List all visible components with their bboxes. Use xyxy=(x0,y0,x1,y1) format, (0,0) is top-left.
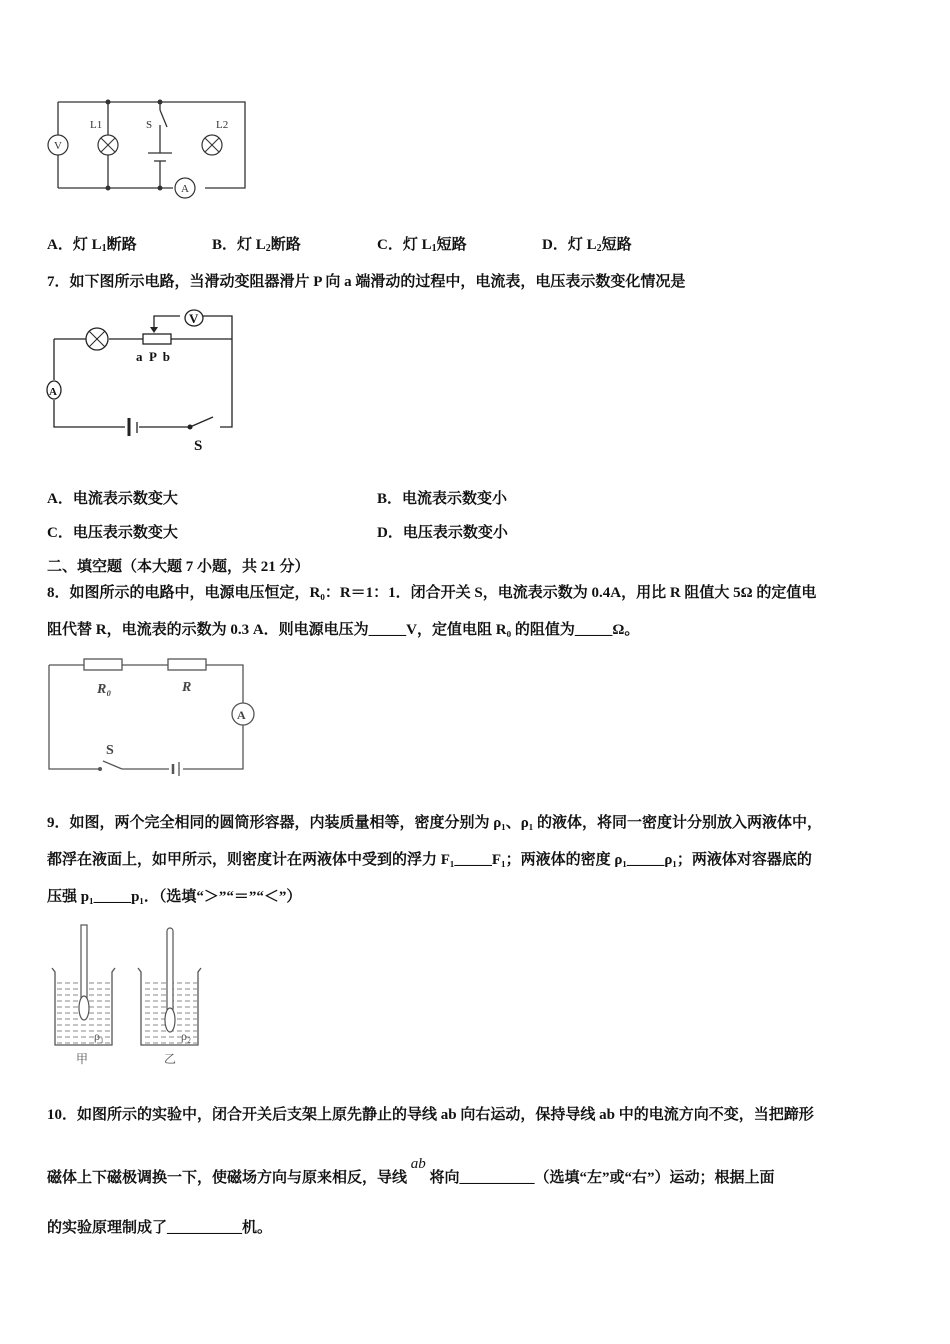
q7-option-d[interactable]: D．电压表示数变小 xyxy=(377,525,508,541)
density-right-label: ρ₂ xyxy=(181,1029,192,1043)
lamp1-label: L1 xyxy=(90,119,103,131)
q7-circuit-diagram xyxy=(40,300,270,460)
q6-option-a[interactable]: A．灯 $L_1$断路 xyxy=(47,237,137,254)
density-left-label: ρ₁ xyxy=(94,1029,105,1043)
q10-line-2-end: 将向__________（选填“左”或“右”）运动；根据上面 xyxy=(425,1170,775,1186)
q8-line-2: 阻代替 R，电流表的示数为 0.3 A．则电源电压为_____V，定值电阻 R₀ 的阻值为_____Ω。 xyxy=(47,622,640,638)
q7-stem: 7．如下图所示电路，当滑动变阻器滑片 P 向 a 端滑动的过程中，电流表，电压表示数变化情况是 xyxy=(47,274,686,290)
voltmeter-label: V xyxy=(54,140,62,152)
q6-option-c[interactable]: C．灯 $L_1$短路 xyxy=(377,237,467,254)
q10-line-2-start: 磁体上下磁极调换一下，使磁场方向与原来相反，导线 xyxy=(47,1170,411,1186)
switch-label: S xyxy=(194,438,203,454)
switch-label: S xyxy=(106,743,114,758)
q10-line-1: 10．如图所示的实验中，闭合开关后支架上原先静止的导线 ab 向右运动，保持导线 ab 中的电流方向不变，当把蹄形 xyxy=(47,1107,814,1123)
q8-circuit-diagram xyxy=(40,652,270,777)
q6-option-b[interactable]: B．灯 $L_2$断路 xyxy=(212,237,301,254)
q7-option-a[interactable]: A．电流表示数变大 xyxy=(47,491,178,507)
q10-ab-symbol: ab xyxy=(410,1156,426,1172)
q10-line-2 xyxy=(47,1156,775,1188)
q8-line-1: 8．如图所示的电路中，电源电压恒定，R₀：R＝1：1．闭合开关 S，电流表示数为 0.4A，用比 R 阻值大 5Ω 的定值电 xyxy=(47,585,817,601)
beaker-left-label: 甲 xyxy=(76,1052,89,1066)
ammeter-label: A xyxy=(181,183,189,195)
switch-label: S xyxy=(146,119,153,131)
voltmeter-label: V xyxy=(189,311,199,326)
q6-option-d[interactable]: D．灯 $L_2$短路 xyxy=(542,237,632,254)
section-title: 二、填空题（本大题 7 小题，共 21 分） xyxy=(47,559,310,575)
q7-option-b[interactable]: B．电流表示数变小 xyxy=(377,491,508,507)
ammeter-label: A xyxy=(237,708,246,722)
q9-beakers-figure xyxy=(40,920,220,1070)
q7-option-c[interactable]: C．电压表示数变大 xyxy=(47,525,178,541)
rheostat-label: a P b xyxy=(136,349,170,364)
ammeter-label: A xyxy=(49,386,57,398)
q9-line-3: 压强 p₁_____p₁．（选填“＞”“＝”“＜”） xyxy=(47,889,302,905)
q9-line-1: 9．如图，两个完全相同的圆筒形容器，内装质量相等，密度分别为 ρ₁、ρ₁ 的液体，将同一密度计分别放入两液体中， xyxy=(47,815,823,831)
beaker-right-label: 乙 xyxy=(164,1052,177,1066)
q9-line-2: 都浮在液面上，如甲所示，则密度计在两液体中受到的浮力 F₁_____F₁；两液体的密度 ρ₁_____ρ₁；两液体对容器底的 xyxy=(47,852,812,868)
lamp2-label: L2 xyxy=(216,119,229,131)
r0-label: R₀ xyxy=(97,682,112,697)
q6-circuit-diagram xyxy=(40,95,260,205)
hydrometer-right-icon xyxy=(165,928,175,1032)
r-label: R xyxy=(182,680,192,695)
q10-line-3: 的实验原理制成了__________机。 xyxy=(47,1220,273,1236)
hydrometer-left-icon xyxy=(79,925,89,1020)
